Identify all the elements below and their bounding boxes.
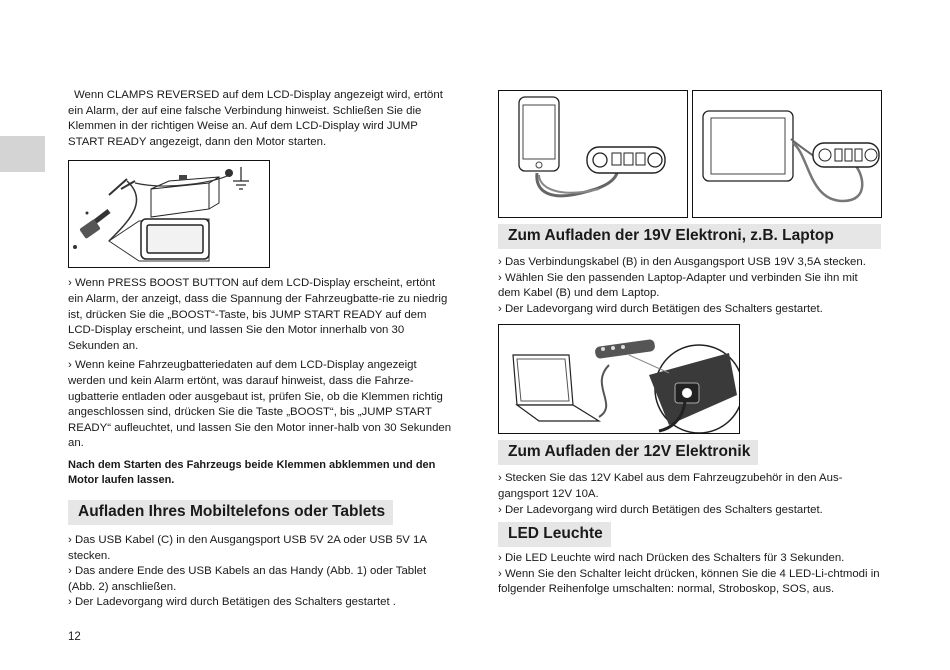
intro-paragraph: Wenn CLAMPS REVERSED auf dem LCD-Display angezeigt wird, ertönt ein Alarm, der auf eine falsche Verbindung hinweist. Schließen Sie die Klemmen in der richtigen Weise an. Auf dem LCD-Display wird JUMP START READY angezeigt, dann den Motor starten. — [68, 89, 443, 148]
laptop-step-1: › Das Verbindungskabel (B) in den Ausgangsport USB 19V 3,5A stecken. — [498, 256, 866, 268]
heading-12v-wrap — [498, 440, 882, 465]
laptop-step-2: › Wählen Sie den passenden Laptop-Adapter und verbinden Sie ihn mit dem Kabel (B) und dem Laptop. — [498, 271, 858, 300]
jump-starter-illustration — [68, 160, 270, 268]
12v-step-2: › Der Ladevorgang wird durch Betätigen des Schalters gestartet. — [498, 503, 823, 516]
heading-phone-charging: Aufladen Ihres Mobiltelefons oder Tablets — [68, 500, 393, 525]
laptop-charging-illustration — [498, 324, 740, 434]
heading-19v-wrap — [498, 224, 882, 249]
page-number: 12 — [68, 631, 81, 643]
disconnect-note: Nach dem Starten des Fahrzeugs beide Klemmen abklemmen und den Motor laufen lassen. — [68, 458, 436, 486]
left-column — [68, 88, 452, 611]
boost-paragraph: › Wenn PRESS BOOST BUTTON auf dem LCD-Display erscheint, ertönt ein Alarm, der anzeigt, dass die Spannung der Fahrzeugbatte-rie zu niedrig ist, drücken Sie die „BOOST“-Taste, bis JUMP START READY auf dem LCD-Display erscheint, und lassen Sie den Motor innerhalb von 30 Sekunden an. — [68, 277, 448, 352]
jump-starter-diagram — [69, 161, 269, 267]
heading-led-light: LED Leuchte — [498, 522, 611, 547]
tablet-charging-illustration — [692, 90, 882, 218]
led-step-1: › Die LED Leuchte wird nach Drücken des Schalters für 3 Sekunden. — [498, 552, 845, 565]
phone-step-3: › Der Ladevorgang wird durch Betätigen des Schalters gestartet . — [68, 596, 396, 609]
laptop-charging-diagram — [499, 325, 739, 433]
phone-charging-illustration — [498, 90, 688, 218]
heading-led-wrap — [498, 522, 882, 547]
tablet-charging-diagram — [693, 91, 881, 217]
right-column — [498, 90, 882, 598]
12v-step-1: › Stecken Sie das 12V Kabel aus dem Fahrzeugzubehör in den Aus-gangsport 12V 10A. — [498, 472, 843, 500]
phone-heading-wrap — [68, 500, 452, 525]
heading-19v-charging: Zum Aufladen der 19V Elektroni, z.B. Laptop — [498, 224, 881, 249]
heading-12v-charging: Zum Aufladen der 12V Elektronik — [498, 440, 758, 465]
phone-charging-diagram — [499, 91, 687, 217]
phone-step-1: › Das USB Kabel (C) in den Ausgangsport USB 5V 2A oder USB 5V 1A stecken. — [68, 533, 427, 562]
laptop-step-3: › Der Ladevorgang wird durch Betätigen des Schalters gestartet. — [498, 302, 823, 315]
no-battery-data-paragraph: › Wenn keine Fahrzeugbatteriedaten auf dem LCD-Display angezeigt werden und kein Alarm ertönt, was darauf hinweist, dass die Fahrze-ugbatterie entladen oder ausgebaut ist, prüfen Sie, ob die Klemmen richtig angeschlossen sind, drücken Sie die Taste „BOOST“, bis „JUMP START READY“ aufleuchtet, und lassen Sie den Motor inner-halb von 30 Sekunden an. — [68, 359, 452, 450]
device-figures-row — [498, 90, 882, 218]
page-tab-marker — [0, 136, 45, 172]
led-step-2: › Wenn Sie den Schalter leicht drücken, können Sie die 4 LED-Li-chtmodi in folgender Reihenfolge umschalten: normal, Stroboskop, SOS, aus. — [498, 567, 880, 596]
phone-step-2: › Das andere Ende des USB Kabels an das Handy (Abb. 1) oder Tablet (Abb. 2) anschließen. — [68, 565, 427, 593]
